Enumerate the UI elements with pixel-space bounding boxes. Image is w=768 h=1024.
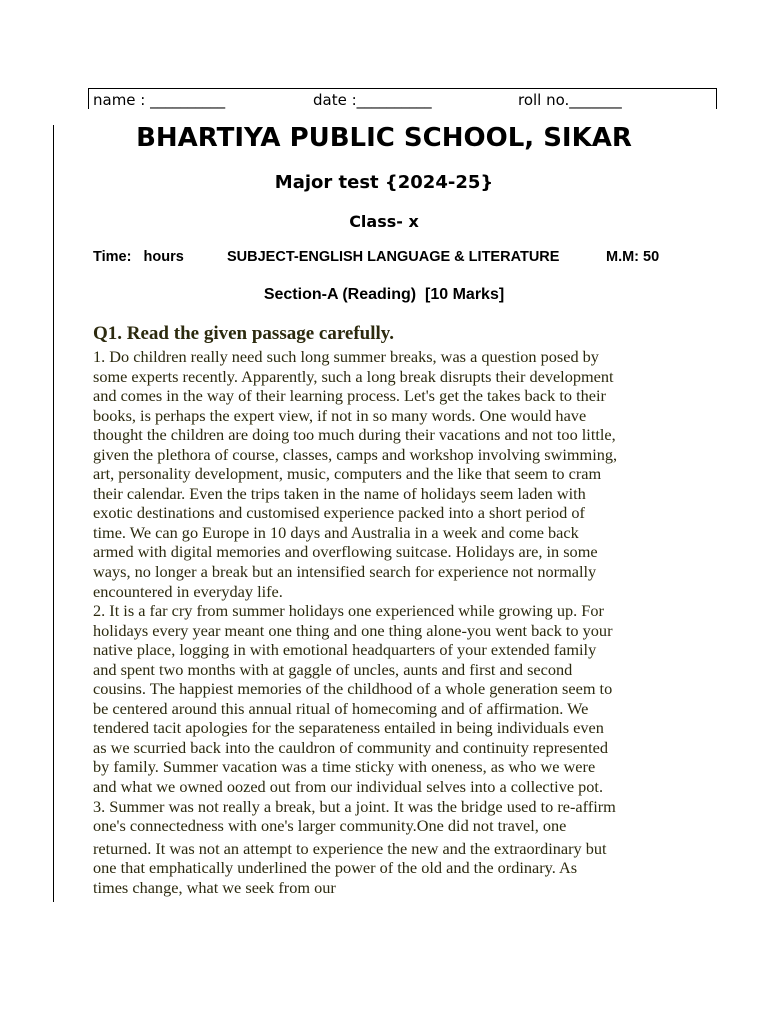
passage-line: 3. Summer was not really a break, but a joint. It was the bridge used to re-affirm xyxy=(93,796,616,816)
roll-no-field[interactable]: roll no._______ xyxy=(518,91,622,109)
passage-line: holidays every year meant one thing and one thing alone-you went back to your xyxy=(93,620,613,640)
margin-line xyxy=(53,125,54,902)
passage-line: thought the children are doing too much during their vacations and not too little, xyxy=(93,425,616,445)
passage-line: and what we owned oozed out from our individual selves into a collective pot. xyxy=(93,777,604,797)
passage-line: cousins. The happiest memories of the childhood of a whole generation seem to xyxy=(93,679,613,699)
passage-line: armed with digital memories and overflowing suitcase. Holidays are, in some xyxy=(93,542,598,562)
passage-line: one that emphatically underlined the power of the old and the ordinary. As xyxy=(93,858,578,878)
passage-line: 2. It is a far cry from summer holidays one experienced while growing up. For xyxy=(93,601,604,621)
passage-line: and comes in the way of their learning process. Let's get the takes back to their xyxy=(93,386,606,406)
passage-line: be centered around this annual ritual of homecoming and of affirmation. We xyxy=(93,698,589,718)
passage-line: one's connectedness with one's larger community.One did not travel, one xyxy=(93,816,567,836)
passage-line: returned. It was not an attempt to experience the new and the extraordinary but xyxy=(93,838,607,858)
name-field[interactable]: name : __________ xyxy=(93,91,226,109)
passage-line: times change, what we seek from our xyxy=(93,877,336,897)
subject-label: SUBJECT-ENGLISH LANGUAGE & LITERATURE xyxy=(227,249,560,265)
class-label: Class- x xyxy=(349,212,419,231)
passage-line: time. We can go Europe in 10 days and Australia in a week and come back xyxy=(93,522,579,542)
passage-line: encountered in everyday life. xyxy=(93,581,283,601)
passage-line: tendered tacit apologies for the separateness entailed in being individuals even xyxy=(93,718,604,738)
passage-line: books, is perhaps the expert view, if not in so many words. One would have xyxy=(93,405,587,425)
date-field[interactable]: date :__________ xyxy=(313,91,432,109)
passage-line: given the plethora of course, classes, camps and workshop involving swimming, xyxy=(93,444,618,464)
passage-line: ways, no longer a break but an intensified search for experience not normally xyxy=(93,562,597,582)
student-info-box xyxy=(88,88,717,109)
reading-passage xyxy=(93,347,693,897)
passage-line: by family. Summer vacation was a time sticky with oneness, as who we were xyxy=(93,757,596,777)
passage-line: exotic destinations and customised experience packed into a short period of xyxy=(93,503,585,523)
passage-line: as we scurried back into the cauldron of community and continuity represented xyxy=(93,737,608,757)
passage-line: their calendar. Even the trips taken in the name of holidays seem laden with xyxy=(93,483,586,503)
test-title: Major test {2024-25} xyxy=(274,172,494,193)
time-label: Time: hours xyxy=(93,249,184,265)
passage-line: and spent two months with at gaggle of uncles, aunts and first and second xyxy=(93,659,573,679)
section-heading: Section-A (Reading) [10 Marks] xyxy=(263,286,505,303)
passage-line: 1. Do children really need such long summer breaks, was a question posed by xyxy=(93,347,599,366)
passage-line: native place, logging in with emotional headquarters of your extended family xyxy=(93,640,597,660)
passage-line: art, personality development, music, computers and the like that seem to cram xyxy=(93,464,602,484)
school-name: BHARTIYA PUBLIC SCHOOL, SIKAR xyxy=(136,123,632,153)
question-heading: Q1. Read the given passage carefully. xyxy=(93,323,395,344)
max-marks-label: M.M: 50 xyxy=(606,249,660,265)
passage-line: some experts recently. Apparently, such a long break disrupts their development xyxy=(93,366,614,386)
